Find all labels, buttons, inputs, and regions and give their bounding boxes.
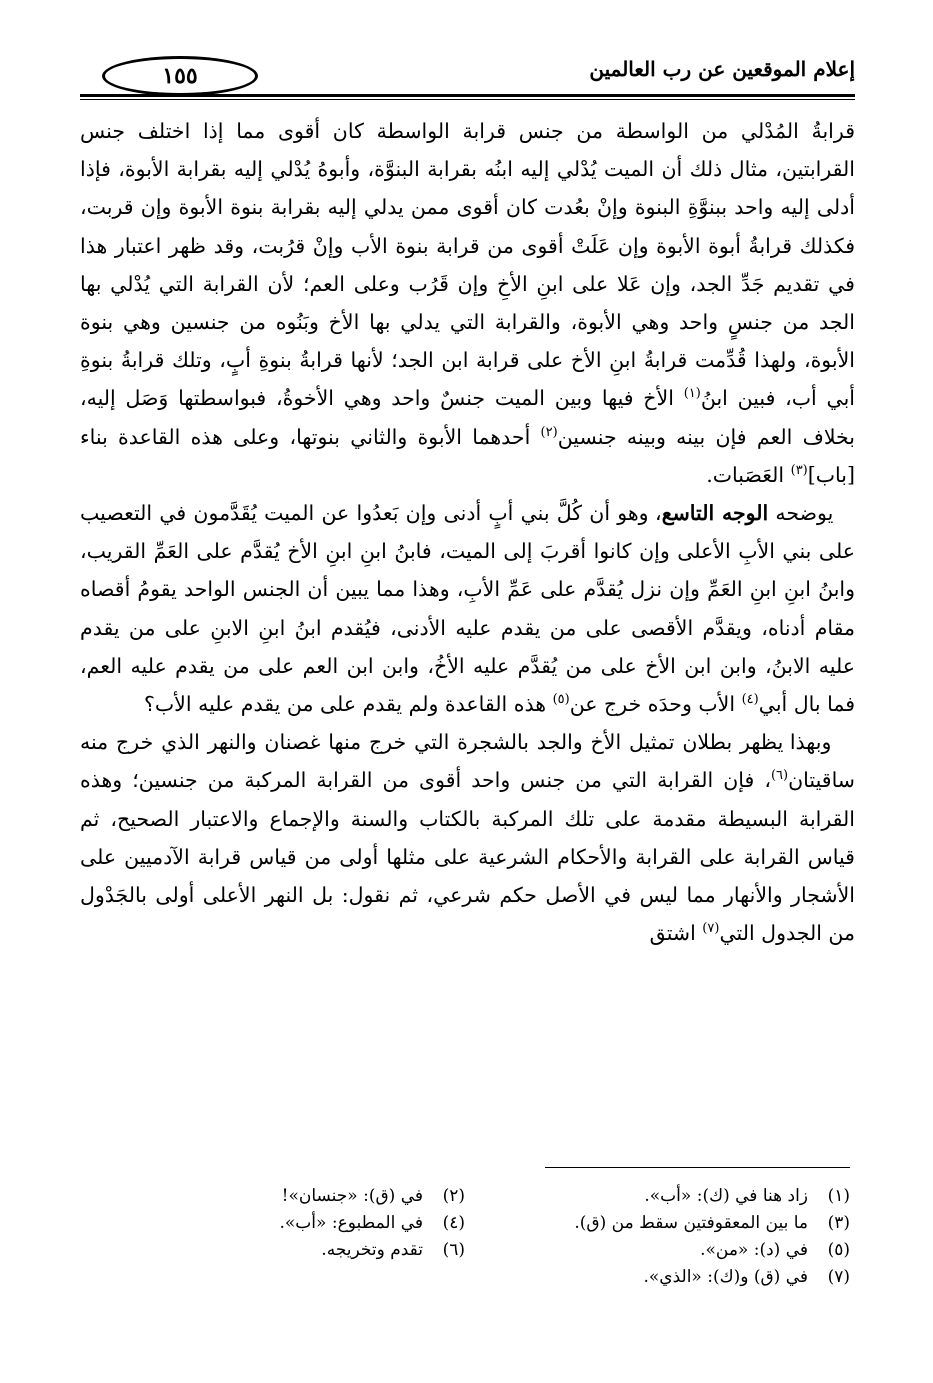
footnote-number: (٤)	[442, 1213, 465, 1233]
footnote-3	[465, 1210, 850, 1237]
footnote-text: زاد هنا في (ك): «أب».	[644, 1186, 808, 1206]
footnote-text: في (ق): «جنسان»!	[281, 1186, 423, 1206]
paragraph-1: قرابةُ المُدْلي من الواسطة من جنس قرابة الواسطة كان أقوى مما إذا اختلف جنس القرابتين، مثال ذلك أن الميت يُدْلي إليه ابنُه بقرابة البنوَّة، وأبوهُ يُدْلي إليه بقرابة الأبوة، فإذا أدلى إليه واحد ببنوَّةِ البنوة وإنْ بعُدت كان أقوى ممن يدلي إليه بقرابة بنوة الأبوة وإن قربت، فكذلك قرابةُ أبوة الأبوة وإن عَلَتْ أقوى من قرابة بنوة الأب وإنْ قرُبت، وقد ظهر اعتبار هذا في تقديم جَدِّ الجد، وإن عَلا على ابنِ الأخِ وإن قَرُب وعلى العم؛ لأن القرابة التي يُدْلي بها الجد من جنسٍ واحد وهي الأبوة، والقرابة التي يدلي بها الأخ وبَنُوه من جنسين وهي بنوة الأبوة، ولهذا قُدِّمت قرابةُ ابنِ الأخ على قرابة ابن الجد؛ لأنها قرابةُ بنوةِ أبٍ، وتلك قرابةُ بنوةِ أبي أب، فبين ابنُ$^{(١)}$ الأخ فيها وبين الميت جنسٌ واحد وهي الأخوةُ، فبواسطتها وَصَل إليه، بخلاف العم فإن بينه وبينه جنسين$^{(٢)}$ أحدهما الأبوة والثاني بنوتها، وعلى هذه القاعدة بناء [باب]$^{(٣)}$ العَصَبات.	[80, 119, 856, 487]
footnote-1	[465, 1183, 850, 1210]
paragraph-2: يوضحه الوجه التاسع، وهو أن كُلَّ بني أبٍ أدنى وإن بَعدُوا عن الميت يُقَدَّمون في التعصيب على بني الأبِ الأعلى وإن كانوا أقربَ إلى الميت، فابنُ ابنِ ابنِ الأخ يُقدَّم على العَمِّ القريب، وابنُ ابنِ ابنِ العَمِّ وإن نزل يُقدَّم على عَمِّ الأبِ، وهذا مما يبين أن الجنس الواحد يقومُ أقصاه مقام أدناه، ويقدَّم الأقصى على من يقدم عليه الأدنى، فيُقدم ابنُ ابنِ الابنِ على من يقدم عليه الابنُ، وابن ابن الأخ على من يُقدَّم عليه الأخُ، وابن ابن العم على من يقدم عليه العم، فما بال أبي$^{(٤)}$ الأب وحدَه خرج عن$^{(٥)}$ هذه القاعدة ولم يقدم على من يقدم عليه الأب؟	[80, 501, 855, 717]
footnote-text: ما بين المعقوفتين سقط من (ق).	[574, 1213, 808, 1233]
footnote-text: تقدم وتخريجه.	[321, 1240, 423, 1260]
footnote-5	[465, 1237, 850, 1264]
footnote-number: (٦)	[442, 1240, 465, 1260]
header-rule-thin	[80, 99, 855, 100]
footnote-text: في المطبوع: «أب».	[279, 1213, 423, 1233]
footnote-number: (٣)	[827, 1213, 850, 1233]
footnote-ref-4: (٤)	[741, 692, 759, 708]
footnote-number: (٧)	[827, 1267, 850, 1287]
footnote-row	[80, 1210, 850, 1237]
footnotes	[80, 1183, 850, 1291]
footnote-divider	[545, 1167, 850, 1168]
footnote-ref-7: (٧)	[702, 921, 720, 937]
bold-term: الوجه التاسع	[661, 501, 769, 526]
footnote-row	[80, 1237, 850, 1264]
footnote-row	[80, 1183, 850, 1210]
main-text	[80, 112, 855, 952]
footnote-6	[80, 1237, 465, 1264]
footnote-number: (١)	[827, 1186, 850, 1206]
footnote-row	[80, 1264, 850, 1291]
footnote-text: في (ق) و(ك): «الذي».	[643, 1267, 808, 1287]
footnote-text: في (د): «من».	[700, 1240, 808, 1260]
paragraph-3: وبهذا يظهر بطلان تمثيل الأخ والجد بالشجرة التي خرج منها غصنان والنهر الذي خرج منه ساقيتان$^{(٦)}$، فإن القرابة التي من جنس واحد أقوى من القرابة المركبة من جنسين؛ وهذه القرابة البسيطة مقدمة على تلك المركبة بالكتاب والسنة والإجماع والاعتبار الصحيح، ثم قياس القرابة على القرابة والأحكام الشرعية على مثلها أولى من قياس قرابة الآدميين على الأشجار والأنهار مما ليس في الأصل حكم شرعي، ثم نقول: بل النهر الأعلى أولى بالجَدْول من الجدول التي$^{(٧)}$ اشتق	[80, 730, 855, 946]
footnote-ref-2: (٢)	[540, 424, 558, 440]
page-header	[80, 52, 855, 100]
footnote-ref-5: (٥)	[552, 692, 570, 708]
footnote-4	[80, 1210, 465, 1237]
footnote-ref-1: (١)	[683, 386, 701, 402]
footnote-number: (٥)	[827, 1240, 850, 1260]
footnote-number: (٢)	[442, 1186, 465, 1206]
header-rule-thick	[80, 94, 855, 97]
book-title: إعلام الموقعين عن رب العالمين	[589, 57, 855, 81]
footnote-ref-6: (٦)	[770, 768, 789, 784]
page-number: ١٥٥	[102, 56, 258, 96]
footnote-ref-3: (٣)	[790, 463, 808, 478]
footnote-2	[80, 1183, 465, 1210]
footnote-7	[465, 1264, 850, 1291]
